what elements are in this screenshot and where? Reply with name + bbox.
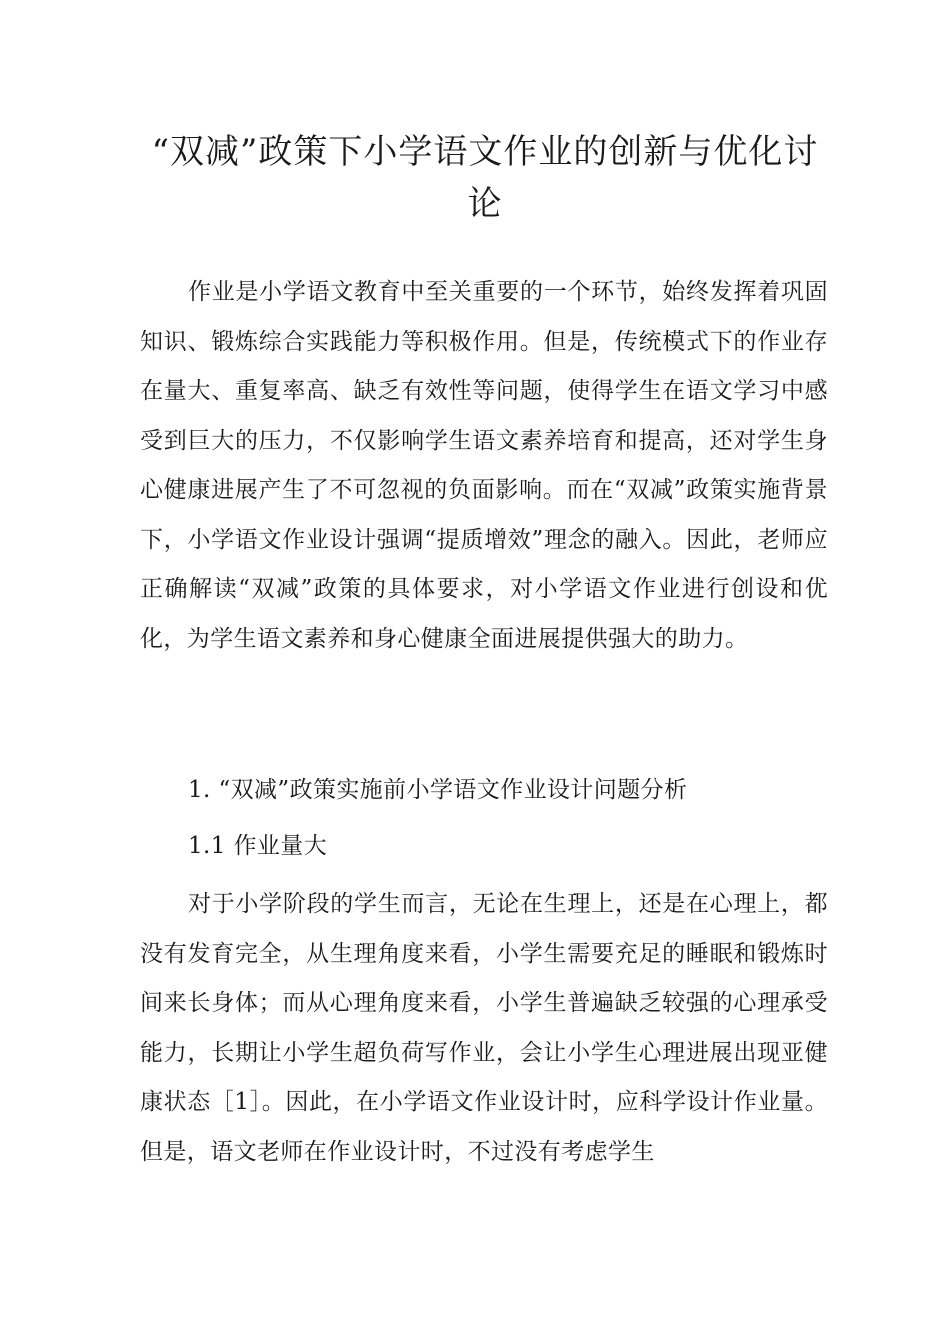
document-title: “双减”政策下小学语文作业的创新与优化讨论 (151, 132, 819, 224)
intro-paragraph: 作业是小学语文教育中至关重要的一个环节，始终发挥着巩固知识、锻炼综合实践能力等积极作用。但是，传统模式下的作业存在量大、重复率高、缺乏有效性等问题，使得学生在语文学习中感受到巨大的压力，不仅影响学生语文素养培育和提高，还对学生身心健康进展产生了不可忽视的负面影响。而在“双减”政策实施背景下，小学语文作业设计强调“提质增效”理念的融入。因此，老师应正确解读“双减”政策的具体要求，对小学语文作业进行创设和优化，为学生语文素养和身心健康全面进展提供强大的助力。 (140, 279, 828, 652)
subsection-1-1-paragraph: 对于小学阶段的学生而言，无论在生理上，还是在心理上，都没有发育完全，从生理角度来看，小学生需要充足的睡眠和锻炼时间来长身体；而从心理角度来看，小学生普遍缺乏较强的心理承受能力，长期让小学生超负荷写作业，会让小学生心理进展出现亚健康状态［1］。因此，在小学语文作业设计时，应科学设计作业量。但是，语文老师在作业设计时，不过没有考虑学生 (140, 891, 828, 1165)
section-heading-1: 1. “双减”政策实施前小学语文作业设计问题分析 (188, 777, 688, 803)
subsection-heading-1-1: 1.1 作业量大 (188, 833, 328, 859)
